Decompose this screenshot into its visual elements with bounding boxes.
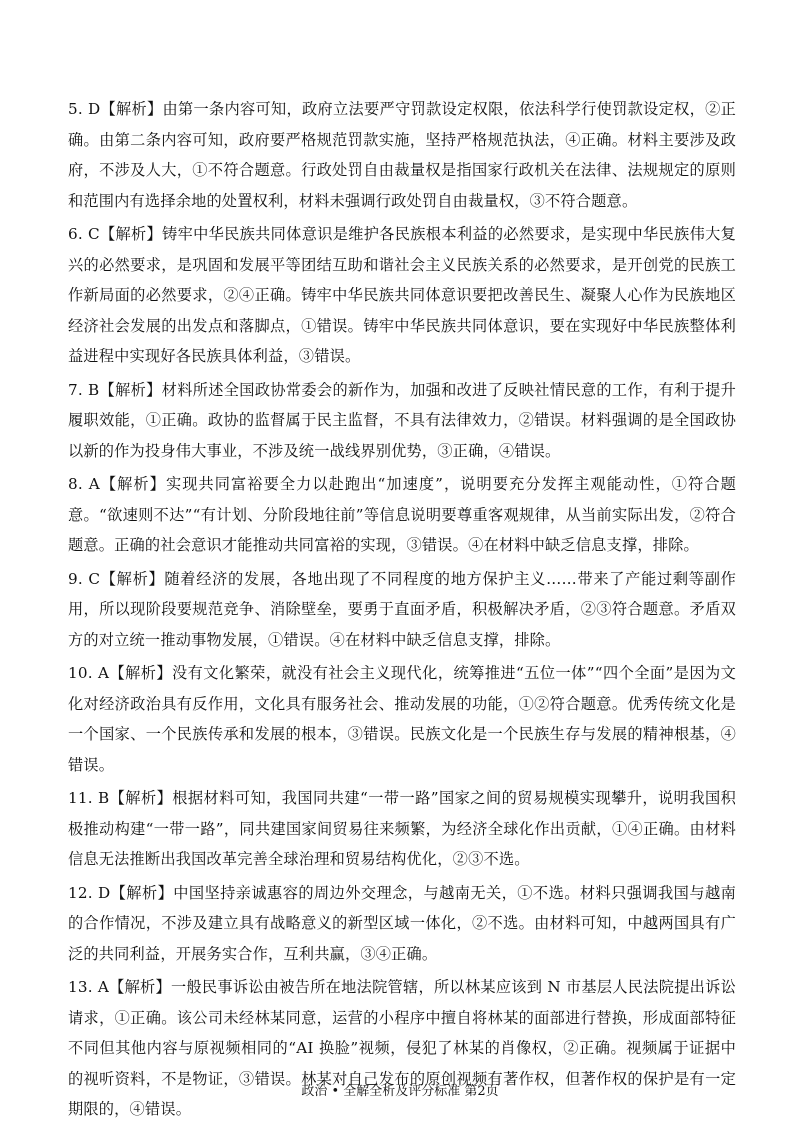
answer-item-10: 10. A【解析】没有文化繁荣，就没有社会主义现代化，统筹推进“五位一体”“四个全面”是因为文化对经济政治具有反作用，文化具有服务社会、推动发展的功能，①②符合题意。优秀传统文化是一个国家、一个民族传承和发展的根本，③错误。民族文化是一个民族生存与发展的精神根基，④错误。	[68, 664, 736, 774]
answer-item-8: 8. A【解析】实现共同富裕要全力以赴跑出“加速度”，说明要充分发挥主观能动性，①符合题意。“欲速则不达”“有计划、分阶段地往前”等信息说明要尊重客观规律，从当前实际出发，②符合题意。正确的社会意识才能推动共同富裕的实现，③错误。④在材料中缺乏信息支撑，排除。	[68, 475, 736, 554]
page-footer: 政治 • 全解全析及评分标准 第2页	[301, 1084, 499, 1099]
answer-item-7: 7. B【解析】材料所述全国政协常委会的新作为，加强和改进了反映社情民意的工作，有利于提升履职效能，①正确。政协的监督属于民主监督，不具有法律效力，②错误。材料强调的是全国政协以新的作为投身伟大事业，不涉及统一战线界别优势，③正确，④错误。	[68, 380, 736, 460]
answer-item-5: 5. D【解析】由第一条内容可知，政府立法要严守罚款设定权限，依法科学行使罚款设定权，②正确。由第二条内容可知，政府要严格规范罚款实施，坚持严格规范执法，④正确。材料主要涉及政府，不涉及人大，①不符合题意。行政处罚自由裁量权是指国家行政机关在法律、法规规定的原则和范围内有选择余地的处置权利，材料未强调行政处罚自由裁量权，③不符合题意。	[68, 100, 736, 210]
answer-item-6: 6. C【解析】铸牢中华民族共同体意识是维护各民族根本利益的必然要求，是实现中华民族伟大复兴的必然要求，是巩固和发展平等团结互助和谐社会主义民族关系的必然要求，是开创党的民族工作新局面的必然要求，②④正确。铸牢中华民族共同体意识要把改善民生、凝聚人心作为民族地区经济社会发展的出发点和落脚点，①错误。铸牢中华民族共同体意识，要在实现好中华民族整体利益进程中实现好各民族具体利益，③错误。	[68, 225, 736, 365]
answer-list	[68, 94, 736, 1128]
answer-item-11: 11. B【解析】根据材料可知，我国同共建“一带一路”国家之间的贸易规模实现攀升，说明我国积极推动构建“一带一路”，同共建国家间贸易往来频繁，为经济全球化作出贡献，①④正确。由材料信息无法推断出我国改革完善全球治理和贸易结构优化，②③不选。	[68, 789, 736, 868]
answer-item-12: 12. D【解析】中国坚持亲诚惠容的周边外交理念，与越南无关，①不选。材料只强调我国与越南的合作情况，不涉及建立具有战略意义的新型区域一体化，②不选。由材料可知，中越两国具有广泛的共同利益，开展务实合作，互利共赢，③④正确。	[68, 883, 736, 963]
answer-item-9: 9. C【解析】随着经济的发展，各地出现了不同程度的地方保护主义……带来了产能过剩等副作用，所以现阶段要规范竞争、消除壁垒，要勇于直面矛盾，积极解决矛盾，②③符合题意。矛盾双方的对立统一推动事物发展，①错误。④在材料中缺乏信息支撑，排除。	[68, 569, 736, 649]
answer-item-13: 13. A【解析】一般民事诉讼由被告所在地法院管辖，所以林某应该到 N 市基层人民法院提出诉讼请求，①正确。该公司未经林某同意，运营的小程序中擅自将林某的面部进行替换，形成面部特征不同但其他内容与原视频相同的“AI 换脸”视频，侵犯了林某的肖像权，②正确。视频属于证据中的视听资料，不是物证，③错误。林某对自己发布的原创视频有著作权，但著作权的保护是有一定期限的，④错误。	[68, 978, 736, 1118]
